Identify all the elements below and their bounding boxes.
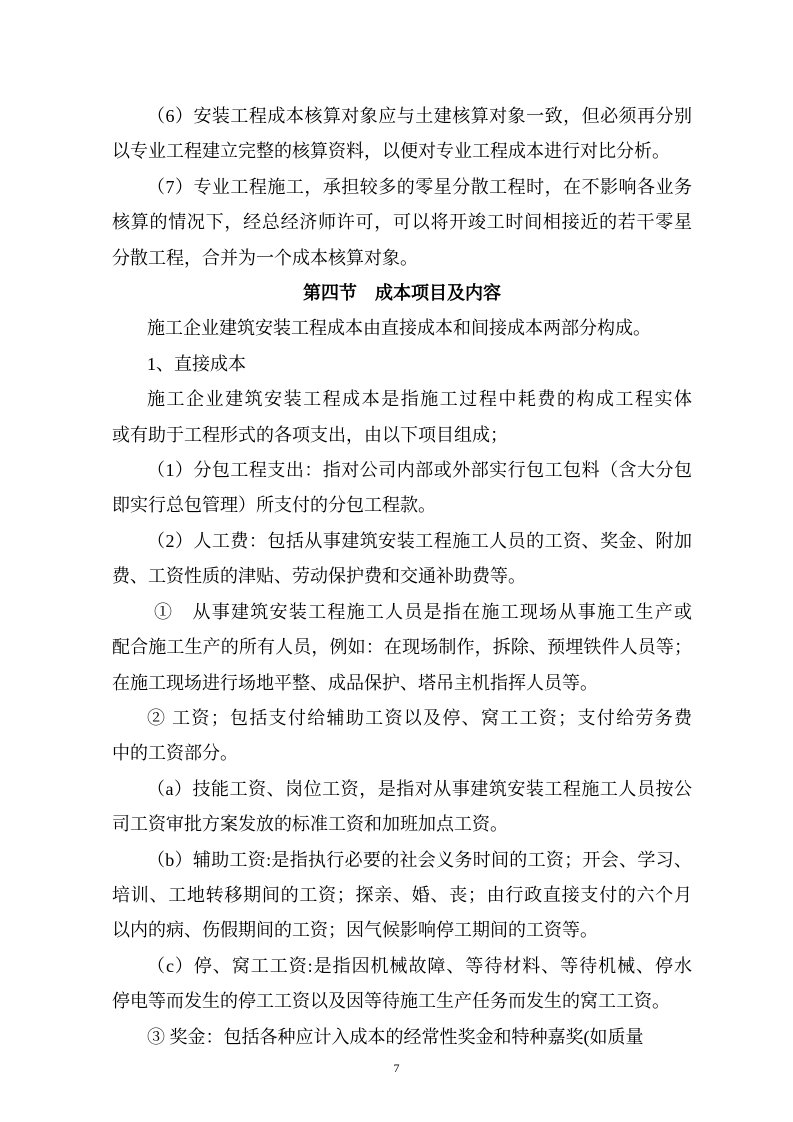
text-line: （2）人工费：包括从事建筑安装工程施工人员的工资、奖金、附加: [147, 530, 692, 551]
text-line: （1）分包工程支出：指对公司内部或外部实行包工包料（含大分包: [147, 460, 692, 481]
text-line: 施工企业建筑安装工程成本是指施工过程中耗费的构成工程实体: [147, 389, 692, 410]
text-line: 停电等而发生的停工工资以及因等待施工生产任务而发生的窝工工资。: [112, 991, 670, 1012]
text-line: （c）停、窝工工资:是指因机械故障、等待材料、等待机械、停水: [147, 955, 692, 976]
text-line: ① 从事建筑安装工程施工人员是指在施工现场从事施工生产或: [154, 601, 692, 622]
document-body: [112, 99, 692, 1055]
text-line: 配合施工生产的所有人员，例如：在现场制作，拆除、预埋铁件人员等；: [112, 637, 692, 658]
text-line: 或有助于工程形式的各项支出，由以下项目组成；: [112, 424, 508, 445]
paragraph: [112, 1020, 692, 1055]
paragraph: [112, 701, 692, 772]
paragraph: [112, 453, 692, 524]
text-line: 施工企业建筑安装工程成本由直接成本和间接成本两部分构成。: [147, 318, 651, 339]
text-line: （6）安装工程成本核算对象应与土建核算对象一致，但必须再分别: [147, 106, 692, 126]
text-line: 在施工现场进行场地平整、成品保护、塔吊主机指挥人员等。: [112, 672, 598, 693]
page-number: 7: [393, 1061, 400, 1075]
text-line: 1、直接成本: [147, 353, 246, 374]
text-line: ③ 奖金：包括各种应计入成本的经常性奖金和特种嘉奖(如质量: [147, 1026, 644, 1047]
paragraph: [112, 772, 692, 843]
text-line: 培训、工地转移期间的工资；探亲、婚、丧；由行政直接支付的六个月: [112, 884, 692, 905]
text-line: 核算的情况下，经总经济师许可，可以将开竣工时间相接近的若干零星: [112, 212, 692, 233]
text-line: 即实行总包管理）所支付的分包工程款。: [112, 495, 436, 516]
text-line: 以内的病、伤假期间的工资；因气候影响停工期间的工资等。: [112, 920, 598, 941]
paragraph: [112, 382, 692, 453]
text-line: 费、工资性质的津贴、劳动保护费和交通补助费等。: [112, 566, 526, 587]
paragraph: [112, 170, 692, 276]
text-line: 第四节 成本项目及内容: [303, 283, 501, 305]
paragraph: [112, 99, 692, 170]
text-line: ② 工资；包括支付给辅助工资以及停、窝工工资；支付给劳务费: [147, 707, 692, 728]
text-line: （7）专业工程施工，承担较多的零星分散工程时，在不影响各业务: [147, 176, 692, 197]
paragraph: [112, 311, 692, 346]
text-line: （a）技能工资、岗位工资，是指对从事建筑安装工程施工人员按公: [147, 778, 692, 799]
paragraph: [112, 595, 692, 701]
paragraph: [112, 949, 692, 1020]
paragraph: [112, 843, 692, 949]
paragraph: [112, 524, 692, 595]
text-line: 中的工资部分。: [112, 743, 238, 764]
text-line: 分散工程，合并为一个成本核算对象。: [112, 247, 418, 268]
paragraph: [112, 347, 692, 382]
text-line: 以专业工程建立完整的核算资料，以便对专业工程成本进行对比分析。: [112, 141, 670, 162]
text-line: 司工资审批方案发放的标准工资和加班加点工资。: [112, 814, 508, 835]
text-line: （b）辅助工资:是指执行必要的社会义务时间的工资；开会、学习、: [147, 849, 692, 870]
section-heading: [112, 276, 692, 311]
